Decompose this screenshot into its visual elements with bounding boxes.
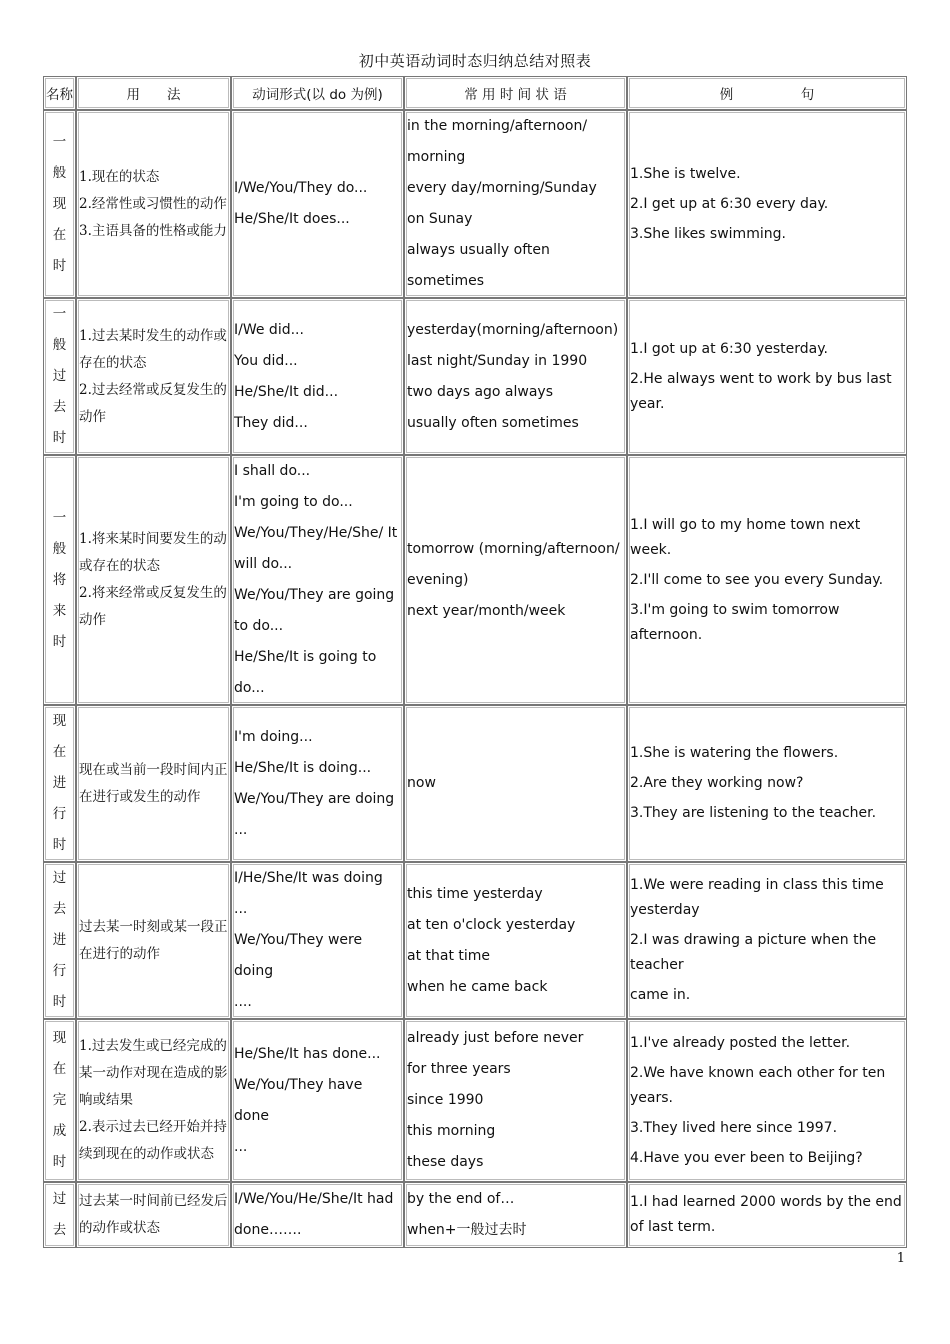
tense-name-line: 行 [52,963,67,979]
adverbials-line: when he came back [407,978,548,995]
forms-line: I/We/You/He/She/It had done……. [234,1191,394,1238]
adverbials-line: by the end of… [407,1191,515,1207]
forms-line: I/We did... [234,321,304,338]
adverbials-line: at that time [407,947,491,964]
adverbials-line: morning [407,149,466,165]
tense-name-line: 时 [52,994,67,1010]
usage-line: 2.经常性或习惯性的动作 [79,195,227,212]
adverbials-line: now [407,775,436,791]
usage-line: 1.过去某时发生的动作或存在的状态 [79,327,227,371]
examples-line: 4.Have you ever been to Beijing? [630,1149,863,1166]
examples-line: 2.I'll come to see you every Sunday. [630,571,884,588]
adverbials-cell [404,1019,627,1182]
tense-name-line: 过 [52,870,67,886]
tense-name-line: 般 [52,164,67,181]
tense-name-line: 时 [52,430,67,446]
forms-line: We/You/They are doing [234,790,395,807]
page-title: 初中英语动词时态归纳总结对照表 [358,52,592,70]
tense-name-cell [43,705,76,862]
examples-line: came in. [630,987,691,1003]
adverbials-line: since 1990 [407,1092,484,1108]
adverbials-line: in the morning/afternoon/ [407,118,588,134]
header-forms: 动词形式(以 do 为例) [231,76,404,110]
header-usage: 用 法 [76,76,231,110]
tense-name-cell [43,110,76,298]
examples-line: 1.I got up at 6:30 yesterday. [630,340,828,357]
adverbials-line: when+一般过去时 [407,1222,527,1238]
adverbials-cell [404,298,627,455]
tense-name-line: 在 [52,1061,67,1077]
forms-cell [231,705,404,862]
tense-name-line: 时 [52,1154,67,1170]
forms-line: We/You/They are going [234,587,395,603]
forms-line: ... [234,901,248,917]
examples-cell [627,1019,907,1182]
tense-name-line: 时 [52,633,67,650]
tense-name-line: 进 [52,932,67,948]
adverbials-line: at ten o'clock yesterday [407,916,576,933]
adverbials-line: next year/month/week [407,602,566,619]
tense-name-line: 时 [52,837,67,853]
examples-line: 1.She is watering the flowers. [630,745,839,761]
examples-line: 1.I had learned 2000 words by the end of last term. [630,1194,902,1235]
tense-name-line: 现 [52,713,67,729]
usage-cell [76,110,231,298]
usage-line: 2.过去经常或反复发生的动作 [79,381,227,425]
examples-line: 2.I was drawing a picture when the teacher [630,932,877,973]
forms-line: ... [234,1138,248,1155]
examples-cell [627,110,907,298]
table-row [43,298,907,455]
forms-line: We/You/They/He/She/ It will do... [234,525,398,572]
tense-name-line: 过 [52,368,67,384]
adverbials-line: every day/morning/Sunday [407,180,597,196]
tense-name-cell [43,862,76,1019]
tense-name-line: 将 [52,571,67,588]
usage-line: 2.将来经常或反复发生的 [79,585,227,601]
table-row [43,110,907,298]
examples-line: 2.Are they working now? [630,775,804,791]
examples-line: 3.She likes swimming. [630,225,786,242]
tense-name-line: 般 [52,337,67,353]
adverbials-line: these days [407,1154,484,1170]
tense-name-line: 一 [52,509,67,526]
adverbials-line: for three years [407,1061,511,1077]
adverbials-cell [404,862,627,1019]
examples-cell [627,298,907,455]
tense-name-line: 来 [52,602,67,619]
examples-cell [627,455,907,705]
forms-cell [231,110,404,298]
forms-line: You did... [234,352,298,369]
forms-line: I'm going to do... [234,494,353,510]
examples-line: 3.They lived here since 1997. [630,1119,838,1136]
usage-line: 现在或当前一段时间内正在进行或发生的动作 [79,761,228,805]
tense-name-line: 一 [52,133,67,150]
forms-line: ... [234,821,248,838]
adverbials-cell [404,705,627,862]
forms-cell [231,298,404,455]
table-row [43,1182,907,1248]
usage-line: 1.将来某时间要发生的动或存在的状态 [79,531,227,574]
forms-line: He/She/It is doing... [234,759,372,776]
examples-line: 1.She is twelve. [630,165,741,182]
tense-name-cell [43,298,76,455]
adverbials-line: on Sunay [407,211,473,227]
forms-cell [231,862,404,1019]
forms-line: to do... [234,618,284,634]
page-number: 1 [896,1251,905,1266]
tense-name-line: 去 [52,1222,67,1238]
forms-cell [231,1182,404,1248]
forms-line: We/You/They have done [234,1076,363,1124]
forms-line: We/You/They were doing [234,932,363,979]
forms-line: I/He/She/It was doing [234,870,383,886]
tense-name-line: 完 [52,1092,67,1108]
forms-cell [231,1019,404,1182]
tense-name-line: 去 [52,399,67,415]
forms-line: He/She/It has done... [234,1045,381,1062]
usage-cell [76,1182,231,1248]
tense-name-line: 过 [52,1191,67,1207]
adverbials-line: always usually often [407,242,550,258]
tense-name-line: 进 [52,775,67,791]
adverbials-line: usually often sometimes [407,414,579,431]
examples-line: 2.We have known each other for ten years. [630,1064,886,1106]
examples-line: 1.I will go to my home town next week. [630,516,861,558]
tense-name-line: 般 [52,540,67,557]
usage-cell [76,862,231,1019]
usage-line: 3.主语具备的性格或能力 [79,222,227,239]
examples-line: 2.I get up at 6:30 every day. [630,195,829,212]
adverbials-cell [404,110,627,298]
tense-name-cell [43,1182,76,1248]
header-name: 名称 [43,76,76,110]
tense-name-line: 行 [52,806,67,822]
forms-line: I/We/You/They do... [234,180,368,196]
tense-name-line: 在 [52,744,67,760]
tense-name-cell [43,1019,76,1182]
forms-cell [231,455,404,705]
usage-cell [76,705,231,862]
forms-line: He/She/It does... [234,211,350,227]
forms-line: I'm doing... [234,728,313,745]
examples-line: 2.He always went to work by bus last year. [630,370,892,412]
examples-line: 1.We were reading in class this time yesterday [630,877,884,918]
adverbials-line: this morning [407,1123,496,1139]
table-row [43,862,907,1019]
forms-line: He/She/It is going to [234,649,377,665]
examples-cell [627,705,907,862]
tense-name-line: 现 [52,195,67,212]
forms-line: I shall do... [234,463,311,479]
usage-line: 过去某一时刻或某一段正在进行的动作 [79,918,228,962]
tense-name-line: 成 [52,1123,67,1139]
adverbials-line: sometimes [407,273,485,289]
adverbials-line: tomorrow (morning/afternoon/ [407,540,620,557]
header-adverbials: 常 用 时 间 状 语 [404,76,627,110]
examples-line: 1.I've already posted the letter. [630,1034,851,1051]
table-row [43,455,907,705]
tense-name-line: 去 [52,901,67,917]
usage-line: 过去某一时间前已经发后的动作或状态 [79,1193,228,1236]
tense-table [43,76,907,1248]
forms-line: He/She/It did... [234,383,339,400]
table-row [43,1019,907,1182]
usage-line: 1.现在的状态 [79,168,160,185]
tense-name-line: 在 [52,226,67,243]
forms-line: do... [234,680,265,696]
examples-cell [627,862,907,1019]
examples-line: 3.I'm going to swim tomorrow afternoon. [630,601,840,643]
usage-line: 1.过去发生或已经完成的某一动作对现在造成的影响或结果 [79,1038,228,1108]
examples-line: 3.They are listening to the teacher. [630,805,877,821]
adverbials-line: last night/Sunday in 1990 [407,352,588,369]
forms-line: They did... [234,414,308,431]
forms-line: .... [234,994,252,1010]
tense-name-cell [43,455,76,705]
adverbials-cell [404,455,627,705]
adverbials-cell [404,1182,627,1248]
adverbials-line: this time yesterday [407,885,543,902]
tense-name-line: 一 [52,306,67,322]
adverbials-line: evening) [407,571,469,588]
usage-cell [76,1019,231,1182]
header-examples: 例 句 [627,76,907,110]
adverbials-line: yesterday(morning/afternoon) [407,321,619,338]
adverbials-line: two days ago always [407,383,554,400]
examples-cell [627,1182,907,1248]
usage-cell [76,298,231,455]
tense-name-line: 现 [52,1030,67,1046]
usage-line: 2.表示过去已经开始并持续到现在的动作或状态 [79,1119,227,1162]
adverbials-line: already just before never [407,1030,584,1046]
table-row [43,705,907,862]
usage-cell [76,455,231,705]
header-row [43,76,907,110]
usage-line: 动作 [79,612,106,628]
tense-name-line: 时 [52,257,67,274]
